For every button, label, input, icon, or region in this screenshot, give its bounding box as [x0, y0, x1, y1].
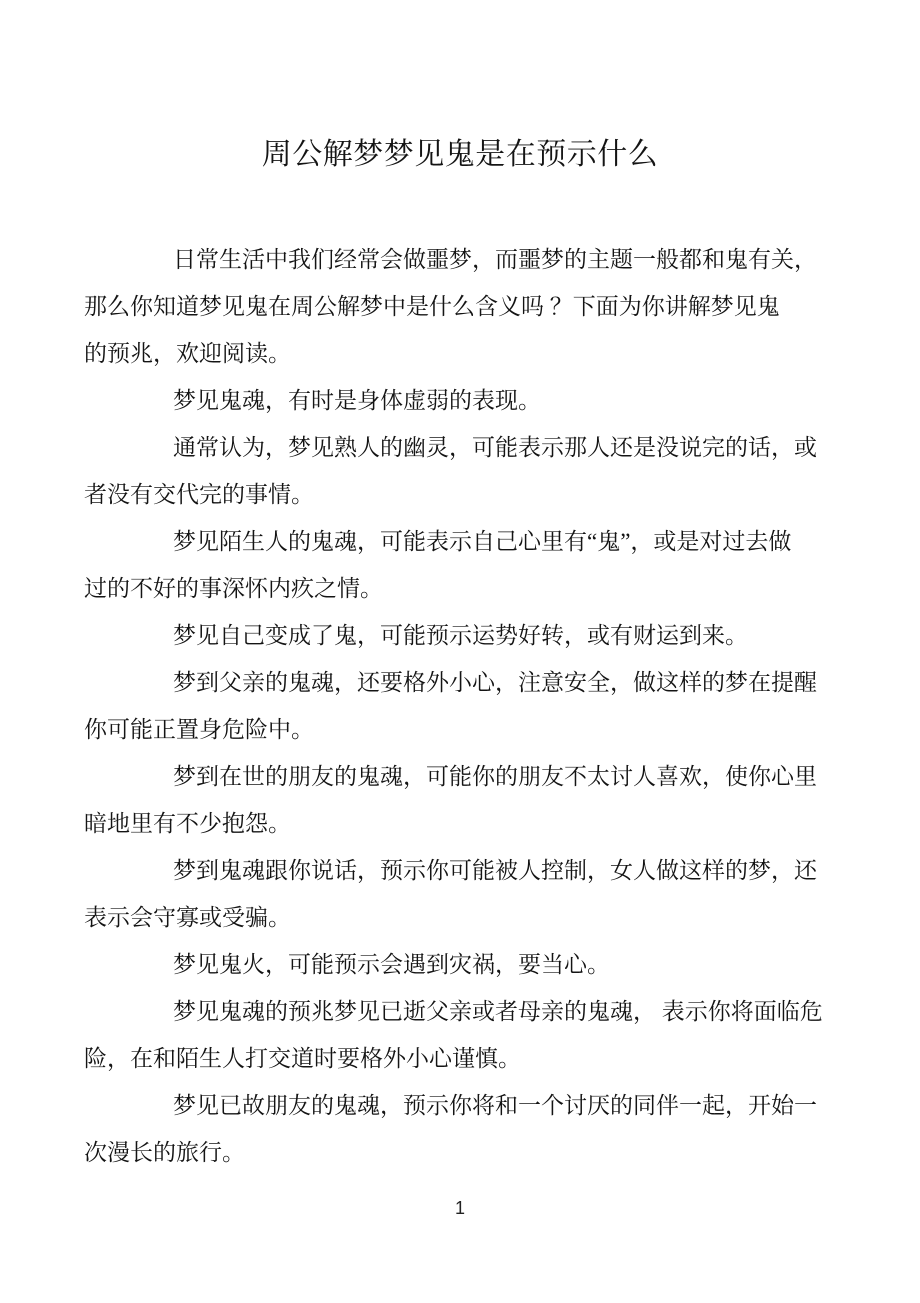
- paragraph: [84, 1082, 817, 1176]
- text-line: 梦见鬼魂，有时是身体虚弱的表现。: [173, 388, 541, 413]
- paragraph: [84, 753, 817, 847]
- text-line: 梦见鬼火，可能预示会遇到灾祸，要当心。: [173, 952, 610, 977]
- document-body: [84, 236, 823, 1176]
- paragraph: [84, 847, 817, 941]
- text-line: 梦见陌生人的鬼魂，可能表示自己心里有“鬼”，或是对过去做: [173, 529, 792, 554]
- text-line: 梦到鬼魂跟你说话，预示你可能被人控制，女人做这样的梦，还: [173, 858, 817, 883]
- text-line: 暗地里有不少抱怨。: [84, 811, 291, 836]
- text-line: 梦见鬼魂的预兆梦见已逝父亲或者母亲的鬼魂， 表示你将面临危: [173, 999, 823, 1024]
- text-line: 险，在和陌生人打交道时要格外小心谨慎。: [84, 1046, 521, 1071]
- paragraph: [84, 941, 814, 988]
- text-line: 通常认为，梦见熟人的幽灵，可能表示那人还是没说完的话，或: [173, 435, 817, 460]
- text-line: 的预兆，欢迎阅读。: [84, 341, 291, 366]
- text-line: 梦见已故朋友的鬼魂，预示你将和一个讨厌的同伴一起，开始一: [173, 1093, 817, 1118]
- paragraph: [84, 377, 814, 424]
- text-line: 过的不好的事深怀内疚之情。: [84, 576, 383, 601]
- paragraph: [84, 424, 817, 518]
- paragraph: [84, 236, 817, 377]
- text-line: 梦到在世的朋友的鬼魂，可能你的朋友不太讨人喜欢，使你心里: [173, 764, 817, 789]
- text-line: 梦到父亲的鬼魂，还要格外小心，注意安全，做这样的梦在提醒: [173, 670, 817, 695]
- text-line: 者没有交代完的事情。: [84, 482, 314, 507]
- text-line: 表示会守寡或受骗。: [84, 905, 291, 930]
- text-line: 次漫长的旅行。: [84, 1140, 245, 1165]
- paragraph: [84, 612, 814, 659]
- paragraph: [84, 518, 814, 612]
- paragraph: [84, 988, 823, 1082]
- document-title: 周公解梦梦见鬼是在预示什么: [261, 138, 659, 171]
- text-line: 你可能正置身危险中。: [84, 717, 314, 742]
- text-line: 那么你知道梦见鬼在周公解梦中是什么含义吗 ？下面为你讲解梦见鬼: [84, 294, 780, 319]
- page-number: 1: [454, 1198, 465, 1218]
- text-line: 梦见自己变成了鬼，可能预示运势好转，或有财运到来。: [173, 623, 748, 648]
- text-line: 日常生活中我们经常会做噩梦，而噩梦的主题一般都和鬼有关，: [173, 247, 817, 272]
- paragraph: [84, 659, 817, 753]
